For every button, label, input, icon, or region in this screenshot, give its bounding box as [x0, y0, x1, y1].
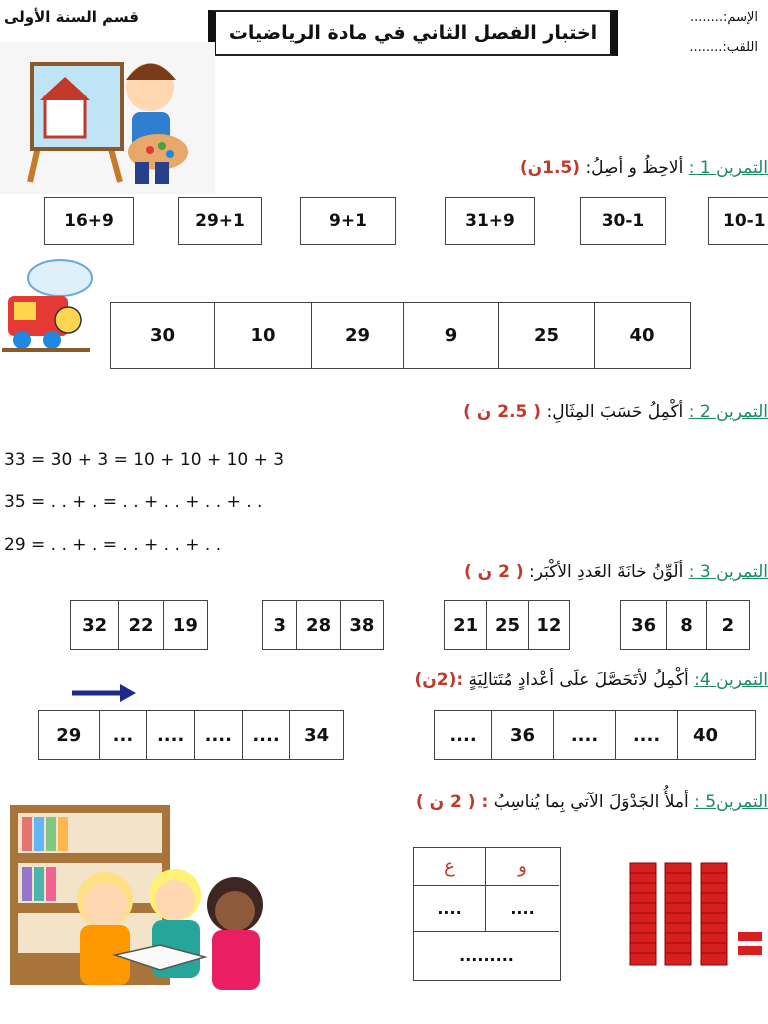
sequence-cell[interactable]: ....: [194, 711, 242, 759]
number-cell[interactable]: 25: [486, 601, 527, 649]
name-field[interactable]: الإسم:........: [689, 10, 758, 25]
arrow-right-icon: [70, 682, 138, 704]
number-cell[interactable]: 2: [706, 601, 749, 649]
expression-box[interactable]: 9+1: [300, 197, 396, 245]
exercise-3-points: ( 2 ن ): [463, 562, 524, 582]
exercise-2-instruction: أكْمِلُ حَسَبَ المِثَالِ:: [546, 402, 684, 422]
sequence-cell[interactable]: ....: [553, 711, 615, 759]
expression-box[interactable]: 31+9: [445, 197, 535, 245]
sequence-cell[interactable]: ....: [242, 711, 290, 759]
number-group: [620, 600, 750, 650]
number-group: [262, 600, 384, 650]
decomposition-line[interactable]: 29 = . . + . = . . + . . + . .: [4, 535, 222, 555]
numbers-row: [110, 302, 691, 369]
train-illustration: [0, 258, 95, 358]
exercise-3-instruction: ألَوِّنُ خانَةَ العَددِ الأكْبَر:: [529, 562, 684, 582]
exercise-4-title: [414, 670, 768, 690]
exercise-5-label: التمرين5 :: [694, 792, 768, 812]
expression-box[interactable]: 10-1: [708, 197, 768, 245]
number-cell[interactable]: 12: [528, 601, 569, 649]
number-cell[interactable]: 10: [214, 303, 311, 368]
sequence-cell[interactable]: 29: [56, 724, 82, 746]
number-group: [444, 600, 570, 650]
units-header: و: [486, 848, 559, 886]
number-cell[interactable]: 25: [498, 303, 594, 368]
number-cell[interactable]: 8: [666, 601, 705, 649]
number-cell[interactable]: 40: [594, 303, 689, 368]
tens-header: ع: [414, 848, 486, 886]
exercise-1-title: [520, 158, 768, 178]
sequence-cell[interactable]: 40: [677, 711, 733, 759]
number-cell[interactable]: 3: [273, 614, 286, 636]
number-cell[interactable]: 9: [403, 303, 498, 368]
boy-painting-illustration: [0, 42, 215, 194]
number-cell[interactable]: 29: [311, 303, 403, 368]
tens-units-table: [413, 847, 561, 981]
sequence-cell[interactable]: ...: [99, 711, 147, 759]
number-cell[interactable]: 22: [118, 601, 162, 649]
example-equation: 33 = 30 + 3 = 10 + 10 + 10 + 3: [4, 450, 285, 470]
sequence-cell[interactable]: ....: [449, 724, 477, 746]
exercise-2-points: ( 2.5 ن ): [463, 402, 542, 422]
sequence-cell[interactable]: ....: [146, 711, 194, 759]
exercise-4-instruction: أكْمِلُ لأتَحَصَّلَ علَى أعْدادٍ مُتَتالِيَةٍ: [468, 670, 689, 690]
exercise-1-instruction: ألاحِظُ و أصِلُ:: [585, 158, 684, 178]
exercise-2-title: [463, 402, 768, 422]
exercise-3-label: التمرين 3 :: [688, 562, 768, 582]
department-label: قسم السنة الأولى: [4, 8, 139, 26]
number-cell[interactable]: 30: [149, 325, 176, 346]
total-cell[interactable]: .........: [459, 946, 514, 965]
expression-box[interactable]: 29+1: [178, 197, 262, 245]
expression-box[interactable]: 30-1: [580, 197, 666, 245]
tens-cell[interactable]: ....: [414, 886, 486, 932]
sequence-cell[interactable]: ....: [615, 711, 677, 759]
number-cell[interactable]: 36: [631, 614, 657, 636]
exercise-1-points: (1.5ن): [519, 158, 581, 178]
sequence-cell[interactable]: 34: [289, 711, 343, 759]
decomposition-line[interactable]: 35 = . . + . = . . + . . + . . + . .: [4, 492, 263, 512]
number-cell[interactable]: 28: [296, 601, 339, 649]
exercise-2-label: التمرين 2 :: [688, 402, 768, 422]
children-reading-illustration: [10, 805, 280, 1010]
tens-blocks-illustration: [625, 860, 765, 970]
number-cell[interactable]: 32: [82, 614, 108, 636]
sequence-cell[interactable]: 36: [491, 711, 553, 759]
number-cell[interactable]: 21: [453, 614, 479, 636]
exercise-4-points: :(2ن): [414, 670, 464, 690]
units-cell[interactable]: ....: [486, 886, 559, 932]
exercise-3-title: [464, 562, 768, 582]
exam-title: اختبار الفصل الثاني في مادة الرياضيات: [208, 10, 618, 56]
number-cell[interactable]: 19: [163, 601, 207, 649]
surname-field[interactable]: اللقب:........: [689, 40, 758, 55]
exercise-1-label: التمرين 1 :: [688, 158, 768, 178]
number-cell[interactable]: 38: [340, 601, 383, 649]
exercise-5-title: [416, 792, 768, 812]
exercise-5-points: : ( 2 ن ): [415, 792, 489, 812]
sequence-left: [38, 710, 344, 760]
exercise-4-label: التمرين 4:: [694, 670, 768, 690]
exercise-5-instruction: أملأُ الجَدْوَلَ الآتي بِما يُناسِبُ: [493, 792, 689, 812]
expression-box[interactable]: 16+9: [44, 197, 134, 245]
number-group: [70, 600, 208, 650]
sequence-right: [434, 710, 756, 760]
